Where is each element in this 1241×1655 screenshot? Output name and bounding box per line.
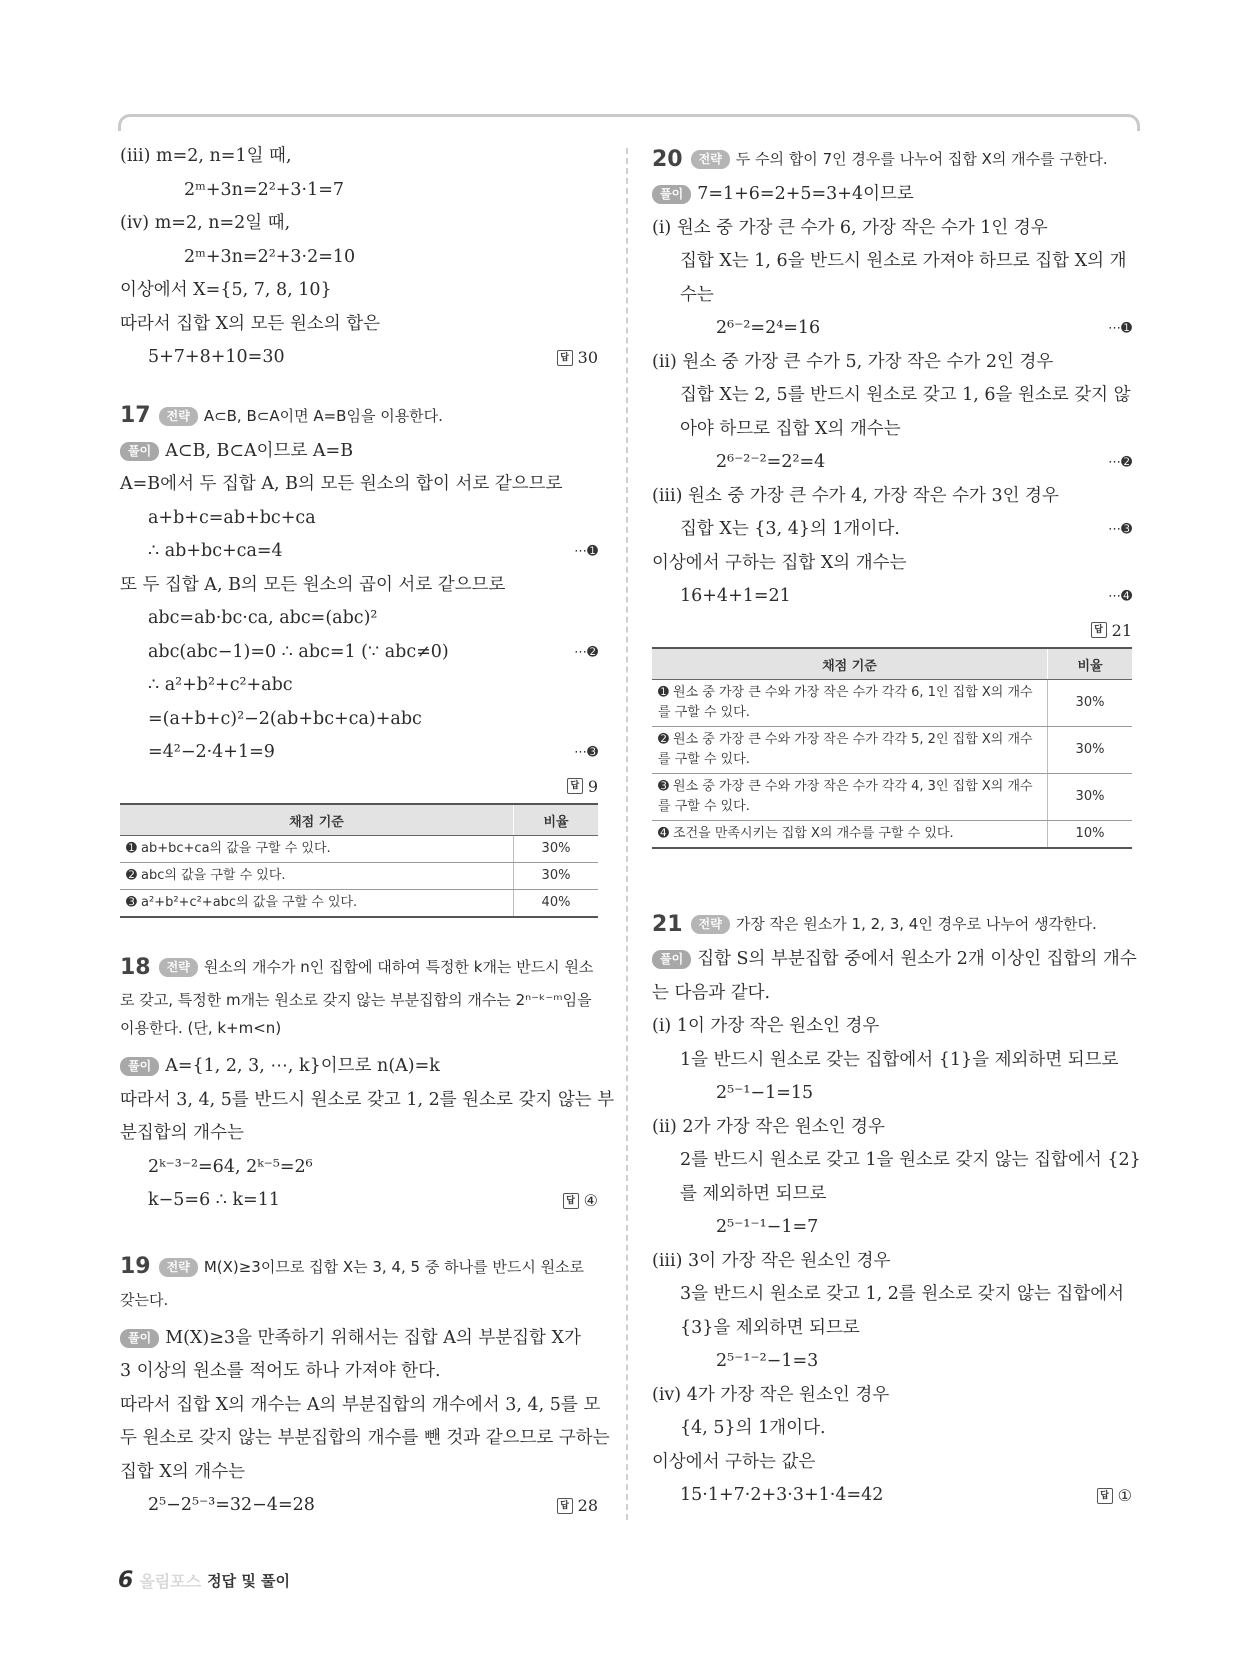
answer-line xyxy=(120,770,598,804)
answer-value: 21 xyxy=(1111,620,1132,640)
table-cell: ➌ a²+b²+c²+abc의 값을 구할 수 있다. xyxy=(120,890,514,918)
text-line: (ii) 2가 가장 작은 원소인 경우 xyxy=(652,1116,885,1137)
problem-17-header xyxy=(120,397,598,435)
table-header: 비율 xyxy=(514,804,599,836)
page-number: 6 xyxy=(118,1568,134,1593)
equation-text: 16+4+1=21 xyxy=(680,586,791,606)
table-row xyxy=(652,821,1132,849)
equation-line xyxy=(652,580,1132,614)
table-cell: 30% xyxy=(514,836,599,863)
text-line: 3을 반드시 원소로 갖고 1, 2를 원소로 갖지 않는 집합에서 xyxy=(680,1284,1125,1304)
answer-value: 9 xyxy=(587,776,598,796)
table-cell: 30% xyxy=(514,863,599,890)
text-line: 집합 X의 개수는 xyxy=(120,1461,246,1482)
text-line: 따라서 집합 X의 모든 원소의 합은 xyxy=(120,313,381,334)
grading-table-17 xyxy=(120,803,598,918)
answer-17 xyxy=(567,770,598,804)
equation-line xyxy=(120,341,598,375)
footer-ghost-text: 올림포스 xyxy=(139,1572,202,1591)
solution-badge: 풀이 xyxy=(652,950,691,969)
answer-value: 30 xyxy=(577,348,598,367)
problem-number: 19 xyxy=(120,1254,151,1279)
text-line xyxy=(652,513,1132,547)
solution-text: 집합 X는 {3, 4}의 1개이다. xyxy=(680,519,900,539)
text-line: 이상에서 X={5, 7, 8, 10} xyxy=(120,280,332,300)
text-line: 집합 X는 1, 6을 반드시 원소로 가져야 하므로 집합 X의 개 xyxy=(680,251,1127,271)
text-line: (iv) m=2, n=2일 때, xyxy=(120,213,291,233)
text-line: {4, 5}의 1개이다. xyxy=(680,1418,826,1438)
problem-18-header xyxy=(120,948,598,986)
answer-value: 28 xyxy=(577,1496,598,1515)
text-line: 1을 반드시 원소로 갖는 집합에서 {1}을 제외하면 되므로 xyxy=(680,1049,1119,1070)
problem-19-header xyxy=(120,1248,598,1286)
equation-line xyxy=(120,1489,598,1523)
table-header: 채점 기준 xyxy=(652,648,1048,680)
problem-number: 17 xyxy=(120,403,151,428)
strategy-text: M(X)≥3이므로 집합 X는 3, 4, 5 중 하나를 반드시 원소로 xyxy=(203,1257,585,1276)
equation-line: abc=ab·bc·ca, abc=(abc)² xyxy=(148,608,378,628)
step-mark: ⋯➍ xyxy=(1108,589,1132,604)
equation-line: 2⁵⁻¹⁻¹−1=7 xyxy=(716,1217,819,1237)
text-line xyxy=(120,435,598,469)
table-cell: ➊ ab+bc+ca의 값을 구할 수 있다. xyxy=(120,836,514,863)
solution-badge: 풀이 xyxy=(120,1329,159,1348)
page-footer xyxy=(118,1568,290,1593)
text-line: 따라서 집합 X의 개수는 A의 부분집합의 개수에서 3, 4, 5를 모 xyxy=(120,1394,601,1415)
problem-20-header xyxy=(652,140,1132,178)
answer-19 xyxy=(557,1489,598,1523)
equation-line: a+b+c=ab+bc+ca xyxy=(148,507,316,528)
solution-badge: 풀이 xyxy=(120,1057,159,1076)
text-line: {3}을 제외하면 되므로 xyxy=(680,1317,860,1338)
grading-table-20 xyxy=(652,647,1132,849)
table-row xyxy=(652,680,1132,727)
equation-text: abc(abc−1)=0 ∴ abc=1 (∵ abc≠0) xyxy=(148,641,449,662)
answer-icon: 답 xyxy=(557,350,573,366)
solution-text: 7=1+6=2+5=3+4이므로 xyxy=(697,184,914,204)
strategy-text: 이용한다. (단, k+m<n) xyxy=(120,1019,282,1037)
strategy-text: 두 수의 합이 7인 경우를 나누어 집합 X의 개수를 구한다. xyxy=(735,150,1108,168)
solution-text: A⊂B, B⊂A이므로 A=B xyxy=(165,440,354,461)
top-border xyxy=(118,114,1140,131)
answer-icon: 답 xyxy=(563,1193,579,1209)
text-line: (iii) 3이 가장 작은 원소인 경우 xyxy=(652,1250,891,1271)
text-line: (iii) 원소 중 가장 큰 수가 4, 가장 작은 수가 3인 경우 xyxy=(652,485,1059,506)
text-line: 분집합의 개수는 xyxy=(120,1123,244,1143)
strategy-badge: 전략 xyxy=(159,1258,198,1277)
table-row xyxy=(120,890,598,918)
table-row xyxy=(120,863,598,890)
answer-value: ④ xyxy=(583,1191,598,1210)
problem-number: 21 xyxy=(652,911,683,937)
text-line xyxy=(120,1050,598,1084)
table-cell: 30% xyxy=(1048,727,1133,774)
equation-line: 2ᵐ+3n=2²+3·1=7 xyxy=(184,179,345,200)
answer-icon: 답 xyxy=(1097,1488,1113,1504)
strategy-badge: 전략 xyxy=(159,407,198,426)
equation-text: 2⁶⁻²⁻²=2²=4 xyxy=(716,452,826,472)
step-mark: ⋯➌ xyxy=(1108,522,1132,537)
equation-line xyxy=(120,535,598,569)
table-cell: ➋ abc의 값을 구할 수 있다. xyxy=(120,863,514,890)
table-cell: ➋ 원소 중 가장 큰 수와 가장 작은 수가 각각 5, 2인 집합 X의 개수를 구할 수 있다. xyxy=(652,727,1048,774)
equation-line: 2ᵐ+3n=2²+3·2=10 xyxy=(184,246,356,267)
text-line: A=B에서 두 집합 A, B의 모든 원소의 합이 서로 같으므로 xyxy=(120,474,563,494)
table-cell: 40% xyxy=(514,890,599,918)
answer-21 xyxy=(1097,1479,1132,1513)
text-line xyxy=(652,178,1132,212)
answer-line xyxy=(652,614,1132,648)
text-line: 두 원소로 갖지 않는 부분집합의 개수를 뺀 것과 같으므로 구하는 xyxy=(120,1428,610,1448)
text-line: 또 두 집합 A, B의 모든 원소의 곱이 서로 같으므로 xyxy=(120,574,506,595)
answer-20 xyxy=(1091,614,1132,648)
table-header: 채점 기준 xyxy=(120,804,514,836)
solution-badge: 풀이 xyxy=(120,442,159,461)
equation-line xyxy=(652,446,1132,480)
equation-text: 2⁶⁻²=2⁴=16 xyxy=(716,318,821,338)
answer-icon: 답 xyxy=(567,778,583,794)
text-line: 2를 반드시 원소로 갖고 1을 원소로 갖지 않는 집합에서 {2} xyxy=(680,1150,1141,1170)
text-line: 아야 하므로 집합 X의 개수는 xyxy=(680,418,901,439)
strategy-text: 가장 작은 원소가 1, 2, 3, 4인 경우로 나누어 생각한다. xyxy=(735,915,1097,933)
table-cell: ➌ 원소 중 가장 큰 수와 가장 작은 수가 각각 4, 3인 집합 X의 개수를 구할 수 있다. xyxy=(652,774,1048,821)
answer-16 xyxy=(557,341,598,375)
equation-line xyxy=(652,1479,1132,1513)
text-line: (i) 1이 가장 작은 원소인 경우 xyxy=(652,1016,880,1036)
equation-line: =(a+b+c)²−2(ab+bc+ca)+abc xyxy=(148,708,422,729)
table-row xyxy=(120,836,598,863)
text-line: 이상에서 구하는 집합 X의 개수는 xyxy=(652,552,907,573)
equation-text: 5+7+8+10=30 xyxy=(148,347,285,367)
text-line: 수는 xyxy=(680,284,714,305)
table-cell: 30% xyxy=(1048,774,1133,821)
equation-text: 15·1+7·2+3·3+1·4=42 xyxy=(680,1485,884,1505)
answer-18 xyxy=(563,1184,598,1218)
equation-line xyxy=(120,636,598,670)
equation-line: 2⁵⁻¹⁻²−1=3 xyxy=(716,1351,819,1371)
footer-title: 정답 및 풀이 xyxy=(207,1572,291,1590)
answer-icon: 답 xyxy=(557,1498,573,1514)
text-line xyxy=(652,943,1137,977)
step-mark: ⋯➋ xyxy=(574,644,598,660)
equation-text: =4²−2·4+1=9 xyxy=(148,742,275,762)
text-line: (ii) 원소 중 가장 큰 수가 5, 가장 작은 수가 2인 경우 xyxy=(652,351,1054,372)
text-line: 따라서 3, 4, 5를 반드시 원소로 갖고 1, 2를 원소로 갖지 않는 부 xyxy=(120,1089,615,1110)
equation-text: k−5=6 ∴ k=11 xyxy=(148,1190,280,1210)
table-cell: ➊ 원소 중 가장 큰 수와 가장 작은 수가 각각 6, 1인 집합 X의 개수를 구할 수 있다. xyxy=(652,680,1048,727)
text-line: (iv) 4가 가장 작은 원소인 경우 xyxy=(652,1384,890,1405)
text-line: 는 다음과 같다. xyxy=(652,982,771,1003)
strategy-text: 원소의 개수가 n인 집합에 대하여 특정한 k개는 반드시 원소 xyxy=(203,958,594,976)
equation-text: 2⁵−2⁵⁻³=32−4=28 xyxy=(148,1495,315,1515)
text-line: 를 제외하면 되므로 xyxy=(680,1183,827,1204)
text-line: 3 이상의 원소를 적어도 하나 가져야 한다. xyxy=(120,1361,441,1381)
text-line xyxy=(120,1322,598,1356)
table-cell: 30% xyxy=(1048,680,1133,727)
right-column xyxy=(652,140,1141,1513)
table-cell: ➍ 조건을 만족시키는 집합 X의 개수를 구할 수 있다. xyxy=(652,821,1048,849)
step-mark: ⋯➌ xyxy=(574,745,598,760)
table-header: 비율 xyxy=(1048,648,1133,680)
left-column xyxy=(120,140,615,1523)
equation-line: 2⁵⁻¹−1=15 xyxy=(716,1083,814,1103)
table-row xyxy=(652,727,1132,774)
problem-number: 18 xyxy=(120,954,151,980)
equation-line xyxy=(120,1184,598,1218)
solution-text: A={1, 2, 3, ⋯, k}이므로 n(A)=k xyxy=(165,1056,440,1076)
table-cell: 10% xyxy=(1048,821,1133,849)
strategy-badge: 전략 xyxy=(691,150,730,169)
text-line: (iii) m=2, n=1일 때, xyxy=(120,146,292,166)
strategy-text: A⊂B, B⊂A이면 A=B임을 이용한다. xyxy=(203,406,443,425)
strategy-badge: 전략 xyxy=(159,958,198,977)
column-divider xyxy=(626,148,628,1520)
solution-text: 집합 S의 부분집합 중에서 원소가 2개 이상인 집합의 개수 xyxy=(697,949,1137,969)
strategy-text: 갖는다. xyxy=(120,1290,169,1309)
text-line: 이상에서 구하는 값은 xyxy=(652,1451,816,1472)
answer-icon: 답 xyxy=(1091,622,1107,638)
step-mark: ⋯➊ xyxy=(574,544,598,559)
strategy-text: 로 갖고, 특정한 m개는 원소로 갖지 않는 부분집합의 개수는 2ⁿ⁻ᵏ⁻ᵐ임을 xyxy=(120,991,592,1009)
equation-line: ∴ a²+b²+c²+abc xyxy=(148,675,293,695)
solution-badge: 풀이 xyxy=(652,185,691,204)
problem-21-header xyxy=(652,905,1132,943)
equation-text: ∴ ab+bc+ca=4 xyxy=(148,541,283,561)
answer-value: ① xyxy=(1117,1486,1132,1505)
equation-line: 2ᵏ⁻³⁻²=64, 2ᵏ⁻⁵=2⁶ xyxy=(148,1156,313,1177)
step-mark: ⋯➊ xyxy=(1108,321,1132,336)
problem-number: 20 xyxy=(652,146,683,172)
step-mark: ⋯➋ xyxy=(1108,455,1132,470)
text-line: 집합 X는 2, 5를 반드시 원소로 갖고 1, 6을 원소로 갖지 않 xyxy=(680,385,1131,405)
solution-text: M(X)≥3을 만족하기 위해서는 집합 A의 부분집합 X가 xyxy=(165,1327,581,1348)
equation-line xyxy=(652,312,1132,346)
text-line: (i) 원소 중 가장 큰 수가 6, 가장 작은 수가 1인 경우 xyxy=(652,217,1048,238)
strategy-badge: 전략 xyxy=(691,915,730,934)
equation-line xyxy=(120,736,598,770)
table-row xyxy=(652,774,1132,821)
